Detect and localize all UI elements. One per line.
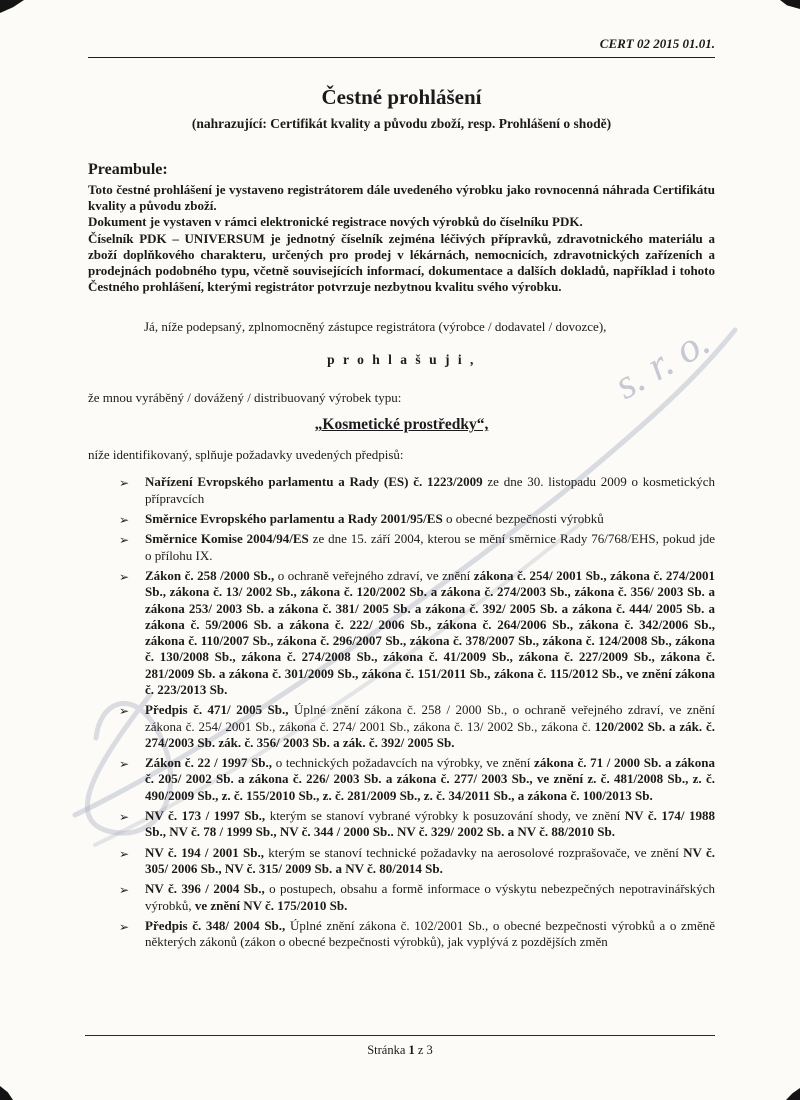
- regulation-item: [118, 568, 715, 698]
- preamble-paragraph-3: Číselník PDK – UNIVERSUM je jednotný číselník zejména léčivých přípravků, zdravotnického materiálu a zboží doplňkového charakteru, určených pro prodej v lékárnách, nemocnicích, zdravotnických zařízeních a prodejnách podobného typu, včetně souvisejících informací, dokumentace a dalších dokladů, například i tohoto Čestného prohlášení, kterými registrátor potvrzuje nezbytnou kvalitu svého výrobku.: [88, 230, 715, 295]
- scan-artifact-bottom-right: [786, 1088, 800, 1100]
- regulation-text-segment: Zákon č. 258 /2000 Sb.,: [145, 567, 278, 583]
- arrow-bullet-icon: ➢: [119, 569, 130, 584]
- regulation-text-segment: o postupech, obsahu a formě informace o výskytu nebezpečných nepotravinářských výrobků,: [145, 881, 715, 913]
- watermark-text: s. r. o.: [607, 318, 718, 409]
- arrow-bullet-icon: ➢: [119, 919, 130, 934]
- regulation-list-intro: níže identifikovaný, splňuje požadavky uvedených předpisů:: [88, 447, 404, 463]
- regulation-text-segment: NV č. 194 / 2001 Sb.,: [145, 844, 269, 860]
- regulation-text-segment: Směrnice Evropského parlamentu a Rady 2001/95/ES: [145, 511, 446, 527]
- declaration-intro: Já, níže podepsaný, zplnomocněný zástupce registrátora (výrobce / dodavatel / dovozce),: [144, 319, 607, 335]
- page-number-current: 1: [408, 1043, 415, 1057]
- regulation-text-segment: ze dne 15. září 2004, kterou se mění směrnice Rady 76/768/EHS, pokud jde o přílohu IX.: [145, 531, 715, 563]
- regulation-text-segment: Nařízení Evropského parlamentu a Rady (ES) č. 1223/2009: [145, 474, 488, 490]
- arrow-bullet-icon: ➢: [119, 757, 130, 772]
- scan-artifact-bottom-left: [0, 1086, 13, 1100]
- regulation-text-segment: 120/2002 Sb. a zák. č. 274/2003 Sb. zák. č. 356/ 2003 Sb. a zák. č. 392/ 2005 Sb.: [145, 718, 715, 750]
- header-rule: [88, 57, 715, 58]
- preamble-heading: Preambule:: [88, 161, 168, 178]
- regulation-text-segment: zákona č. 71 / 2000 Sb. a zákona č. 205/ 2002 Sb. a zákona č. 226/ 2003 Sb. a zákona č. 277/ 2003 Sb., ve znění z. č. 481/2008 Sb., z. č. 490/2009 Sb., z. č. 155/2010 Sb., z. č. 281/2009 Sb., z. č. 34/2011 Sb., a zákona č. 100/2013 Sb.: [145, 755, 715, 803]
- regulation-text-segment: Úplné znění zákona č. 258 / 2000 Sb., o ochraně veřejného zdraví, ve znění zákona č. 254/ 2001 Sb., zákona č. 274/ 2001 Sb., zákona č. 13/ 2002 Sb., zákona č.: [145, 702, 715, 734]
- product-type-intro: že mnou vyráběný / dovážený / distribuovaný výrobek typu:: [88, 390, 402, 406]
- arrow-bullet-icon: ➢: [119, 476, 130, 491]
- page-number-prefix: Stránka: [367, 1043, 409, 1057]
- arrow-bullet-icon: ➢: [119, 513, 130, 528]
- page-number-suffix: z 3: [414, 1043, 433, 1057]
- regulation-item: [118, 531, 715, 564]
- product-type: „Kosmetické prostředky“,: [314, 416, 489, 434]
- regulation-item: [118, 511, 715, 527]
- regulation-text-segment: NV č. 305/ 2006 Sb., NV č. 315/ 2009 Sb. a NV č. 80/2014 Sb.: [145, 844, 716, 876]
- regulation-text-segment: ve znění NV č. 175/2010 Sb.: [194, 897, 348, 913]
- arrow-bullet-icon: ➢: [119, 846, 130, 861]
- preamble-paragraph-1: Toto čestné prohlášení je vystaveno registrátorem dále uvedeného výrobku jako rovnocenná náhrada Certifikátu kvality a původu zboží.: [88, 182, 715, 214]
- regulation-text-segment: Zákon č. 22 / 1997 Sb.,: [145, 755, 276, 771]
- document-reference: CERT 02 2015 01.01.: [599, 36, 715, 51]
- regulation-text-segment: Směrnice Komise 2004/94/ES: [145, 531, 313, 547]
- regulation-text-segment: ze dne 30. listopadu 2009 o kosmetických přípravcích: [145, 474, 715, 506]
- footer-rule: [85, 1035, 715, 1036]
- arrow-bullet-icon: ➢: [119, 883, 130, 898]
- page-number: [85, 1043, 715, 1058]
- regulation-text-segment: NV č. 173 / 1997 Sb.,: [145, 808, 270, 824]
- regulation-item: [118, 755, 715, 804]
- document-title: Čestné prohlášení: [321, 85, 482, 109]
- document-subtitle: (nahrazující: Certifikát kvality a původu zboží, resp. Prohlášení o shodě): [191, 116, 612, 131]
- regulation-text-segment: o ochraně veřejného zdraví, ve znění: [277, 567, 474, 583]
- declaration-verb: p r o h l a š u j i ,: [327, 352, 476, 368]
- regulation-item: [118, 702, 715, 751]
- arrow-bullet-icon: ➢: [119, 810, 130, 825]
- regulation-text-segment: NV č. 396 / 2004 Sb.,: [145, 881, 270, 897]
- regulation-item: [118, 845, 715, 878]
- regulation-text-segment: Úplné znění zákona č. 102/2001 Sb., o obecné bezpečnosti výrobků a o změně některých zákonů (zákon o obecné bezpečnosti výrobků), jak vyplývá z pozdějších změn: [145, 917, 715, 950]
- page-footer: [85, 1035, 715, 1058]
- regulation-text-segment: kterým se stanoví technické požadavky na aerosolové rozprašovače, ve znění: [268, 844, 684, 860]
- regulation-text-segment: Předpis č. 348/ 2004 Sb.,: [145, 917, 290, 933]
- regulation-text-segment: Předpis č. 471/ 2005 Sb.,: [145, 702, 294, 718]
- arrow-bullet-icon: ➢: [119, 704, 130, 719]
- regulation-item: [118, 918, 715, 951]
- regulation-item: [118, 881, 715, 914]
- regulation-text-segment: NV č. 174/ 1988 Sb., NV č. 78 / 1999 Sb., NV č. 344 / 2000 Sb.. NV č. 329/ 2002 Sb. a NV č. 88/2010 Sb.: [145, 808, 715, 840]
- regulation-text-segment: zákona č. 254/ 2001 Sb., zákona č. 274/2001 Sb., zákona č. 13/ 2002 Sb., zákona č. 120/2002 Sb. a zákona č. 274/2003 Sb., zákona č. 356/ 2003 Sb. a zákona 253/ 2003 Sb. a zákona č. 381/ 2005 Sb. a zákona č. 392/ 2005 Sb. a zákona č. 444/ 2005 Sb. a zákona č. 59/2006 Sb. a zákona č. 222/ 2006 Sb., zákona č. 264/2006 Sb., zákona č. 342/2006 Sb., zákona č. 110/2007 Sb., zákona č. 296/2007 Sb., zákona č. 378/2007 Sb., zákona č. 124/2008 Sb., zákona č. 130/2008 Sb., zákona č. 274/2008 Sb., zákona č. 41/2009 Sb., zákona č. 227/2009 Sb., zákona č. 281/2009 Sb. a zákona č. 301/2009 Sb., zákona č. 151/2011 Sb., zákona č. 115/2012 Sb., ve znění zákona č. 223/2013 Sb.: [145, 567, 715, 697]
- arrow-bullet-icon: ➢: [119, 533, 130, 548]
- regulation-text-segment: o technických požadavcích na výrobky, ve znění: [275, 755, 535, 771]
- preamble-paragraph-2: Dokument je vystaven v rámci elektronické registrace nových výrobků do číselníku PDK.: [88, 214, 583, 230]
- regulation-item: [118, 474, 715, 507]
- regulation-text-segment: kterým se stanoví vybrané výrobky k posuzování shody, ve znění: [269, 808, 625, 824]
- regulation-list: [88, 474, 715, 950]
- regulation-text-segment: o obecné bezpečnosti výrobků: [445, 511, 604, 527]
- regulation-item: [118, 808, 715, 841]
